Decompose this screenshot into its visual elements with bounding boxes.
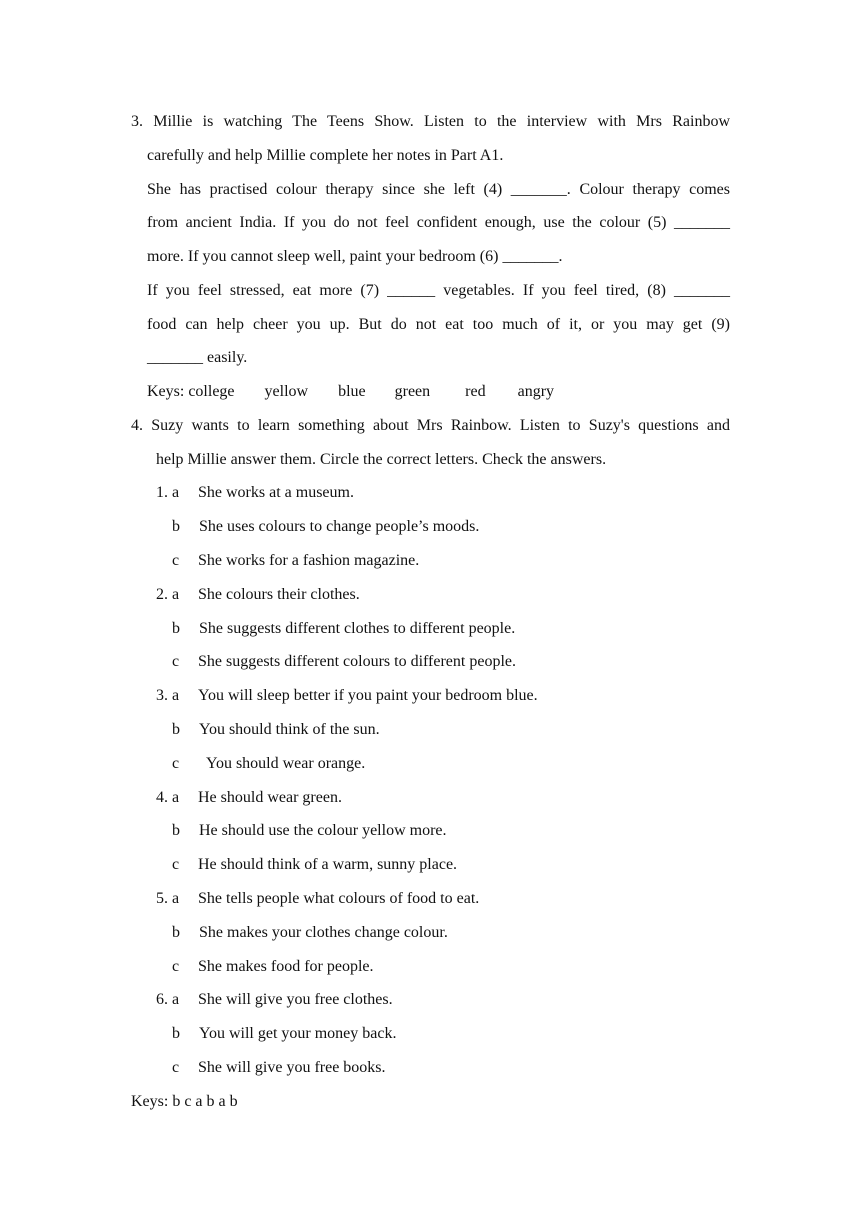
q3-keys	[147, 382, 554, 402]
option-letter: b	[172, 518, 180, 535]
option-text: He should wear green.	[198, 789, 342, 806]
q3-notes-line-5: food can help cheer you up. But do not eat too much of it, or you may get (9)	[147, 316, 730, 333]
q3-notes-line-2: from ancient India. If you do not feel confident enough, use the colour (5) _______	[147, 214, 730, 231]
q4-prompt-line-2: help Millie answer them. Circle the correct letters. Check the answers.	[156, 451, 607, 468]
option-letter: c	[172, 958, 180, 975]
item-number: 6. a	[156, 991, 180, 1008]
q3-key-word: red	[465, 383, 486, 400]
option-text: She makes food for people.	[198, 958, 374, 975]
option-text: She suggests different colours to different people.	[198, 653, 516, 670]
option-text: He should think of a warm, sunny place.	[198, 856, 458, 873]
q3-keys-label: Keys: college	[147, 383, 235, 400]
q3-prompt-line-2: carefully and help Millie complete her notes in Part A1.	[147, 147, 504, 164]
option-text: You should wear orange.	[206, 755, 366, 772]
item-number: 4. a	[156, 789, 180, 806]
q3-notes-line-4: If you feel stressed, eat more (7) ______ vegetables. If you feel tired, (8) _______	[147, 282, 730, 299]
option-text: She uses colours to change people’s moods.	[199, 518, 480, 535]
item-number: 1. a	[156, 484, 180, 501]
option-letter: b	[172, 721, 180, 738]
option-text: You should think of the sun.	[199, 721, 380, 738]
q3-key-word: angry	[517, 383, 555, 400]
option-text: She suggests different clothes to different people.	[199, 620, 516, 637]
option-text: She works for a fashion magazine.	[198, 552, 420, 569]
option-letter: b	[172, 1025, 180, 1042]
option-text: She will give you free books.	[198, 1059, 386, 1076]
option-letter: c	[172, 552, 180, 569]
option-text: She tells people what colours of food to eat.	[198, 890, 480, 907]
q4-keys: Keys: b c a b a b	[131, 1093, 238, 1110]
q3-notes-line-6: _______ easily.	[147, 349, 248, 366]
option-text: She works at a museum.	[198, 484, 354, 501]
option-text: You will sleep better if you paint your bedroom blue.	[198, 687, 538, 704]
q3-key-word: yellow	[264, 383, 309, 400]
q3-key-word: blue	[338, 383, 366, 400]
option-letter: c	[172, 653, 180, 670]
option-text: She makes your clothes change colour.	[199, 924, 448, 941]
q3-prompt-line-1: 3. Millie is watching The Teens Show. Listen to the interview with Mrs Rainbow	[131, 113, 730, 130]
option-letter: b	[172, 924, 180, 941]
option-text: She will give you free clothes.	[198, 991, 393, 1008]
option-letter: b	[172, 822, 180, 839]
option-text: He should use the colour yellow more.	[199, 822, 447, 839]
option-text: You will get your money back.	[199, 1025, 397, 1042]
option-letter: c	[172, 755, 180, 772]
q3-notes-line-3: more. If you cannot sleep well, paint your bedroom (6) _______.	[147, 248, 563, 265]
option-text: She colours their clothes.	[198, 586, 360, 603]
option-letter: b	[172, 620, 180, 637]
item-number: 2. a	[156, 586, 180, 603]
q3-notes-line-1: She has practised colour therapy since she left (4) _______. Colour therapy comes	[147, 181, 730, 198]
item-number: 3. a	[156, 687, 180, 704]
option-letter: c	[172, 1059, 180, 1076]
item-number: 5. a	[156, 890, 180, 907]
q4-prompt-line-1: 4. Suzy wants to learn something about Mrs Rainbow. Listen to Suzy's questions and	[131, 417, 730, 434]
option-letter: c	[172, 856, 180, 873]
q3-key-word: green	[394, 383, 431, 400]
